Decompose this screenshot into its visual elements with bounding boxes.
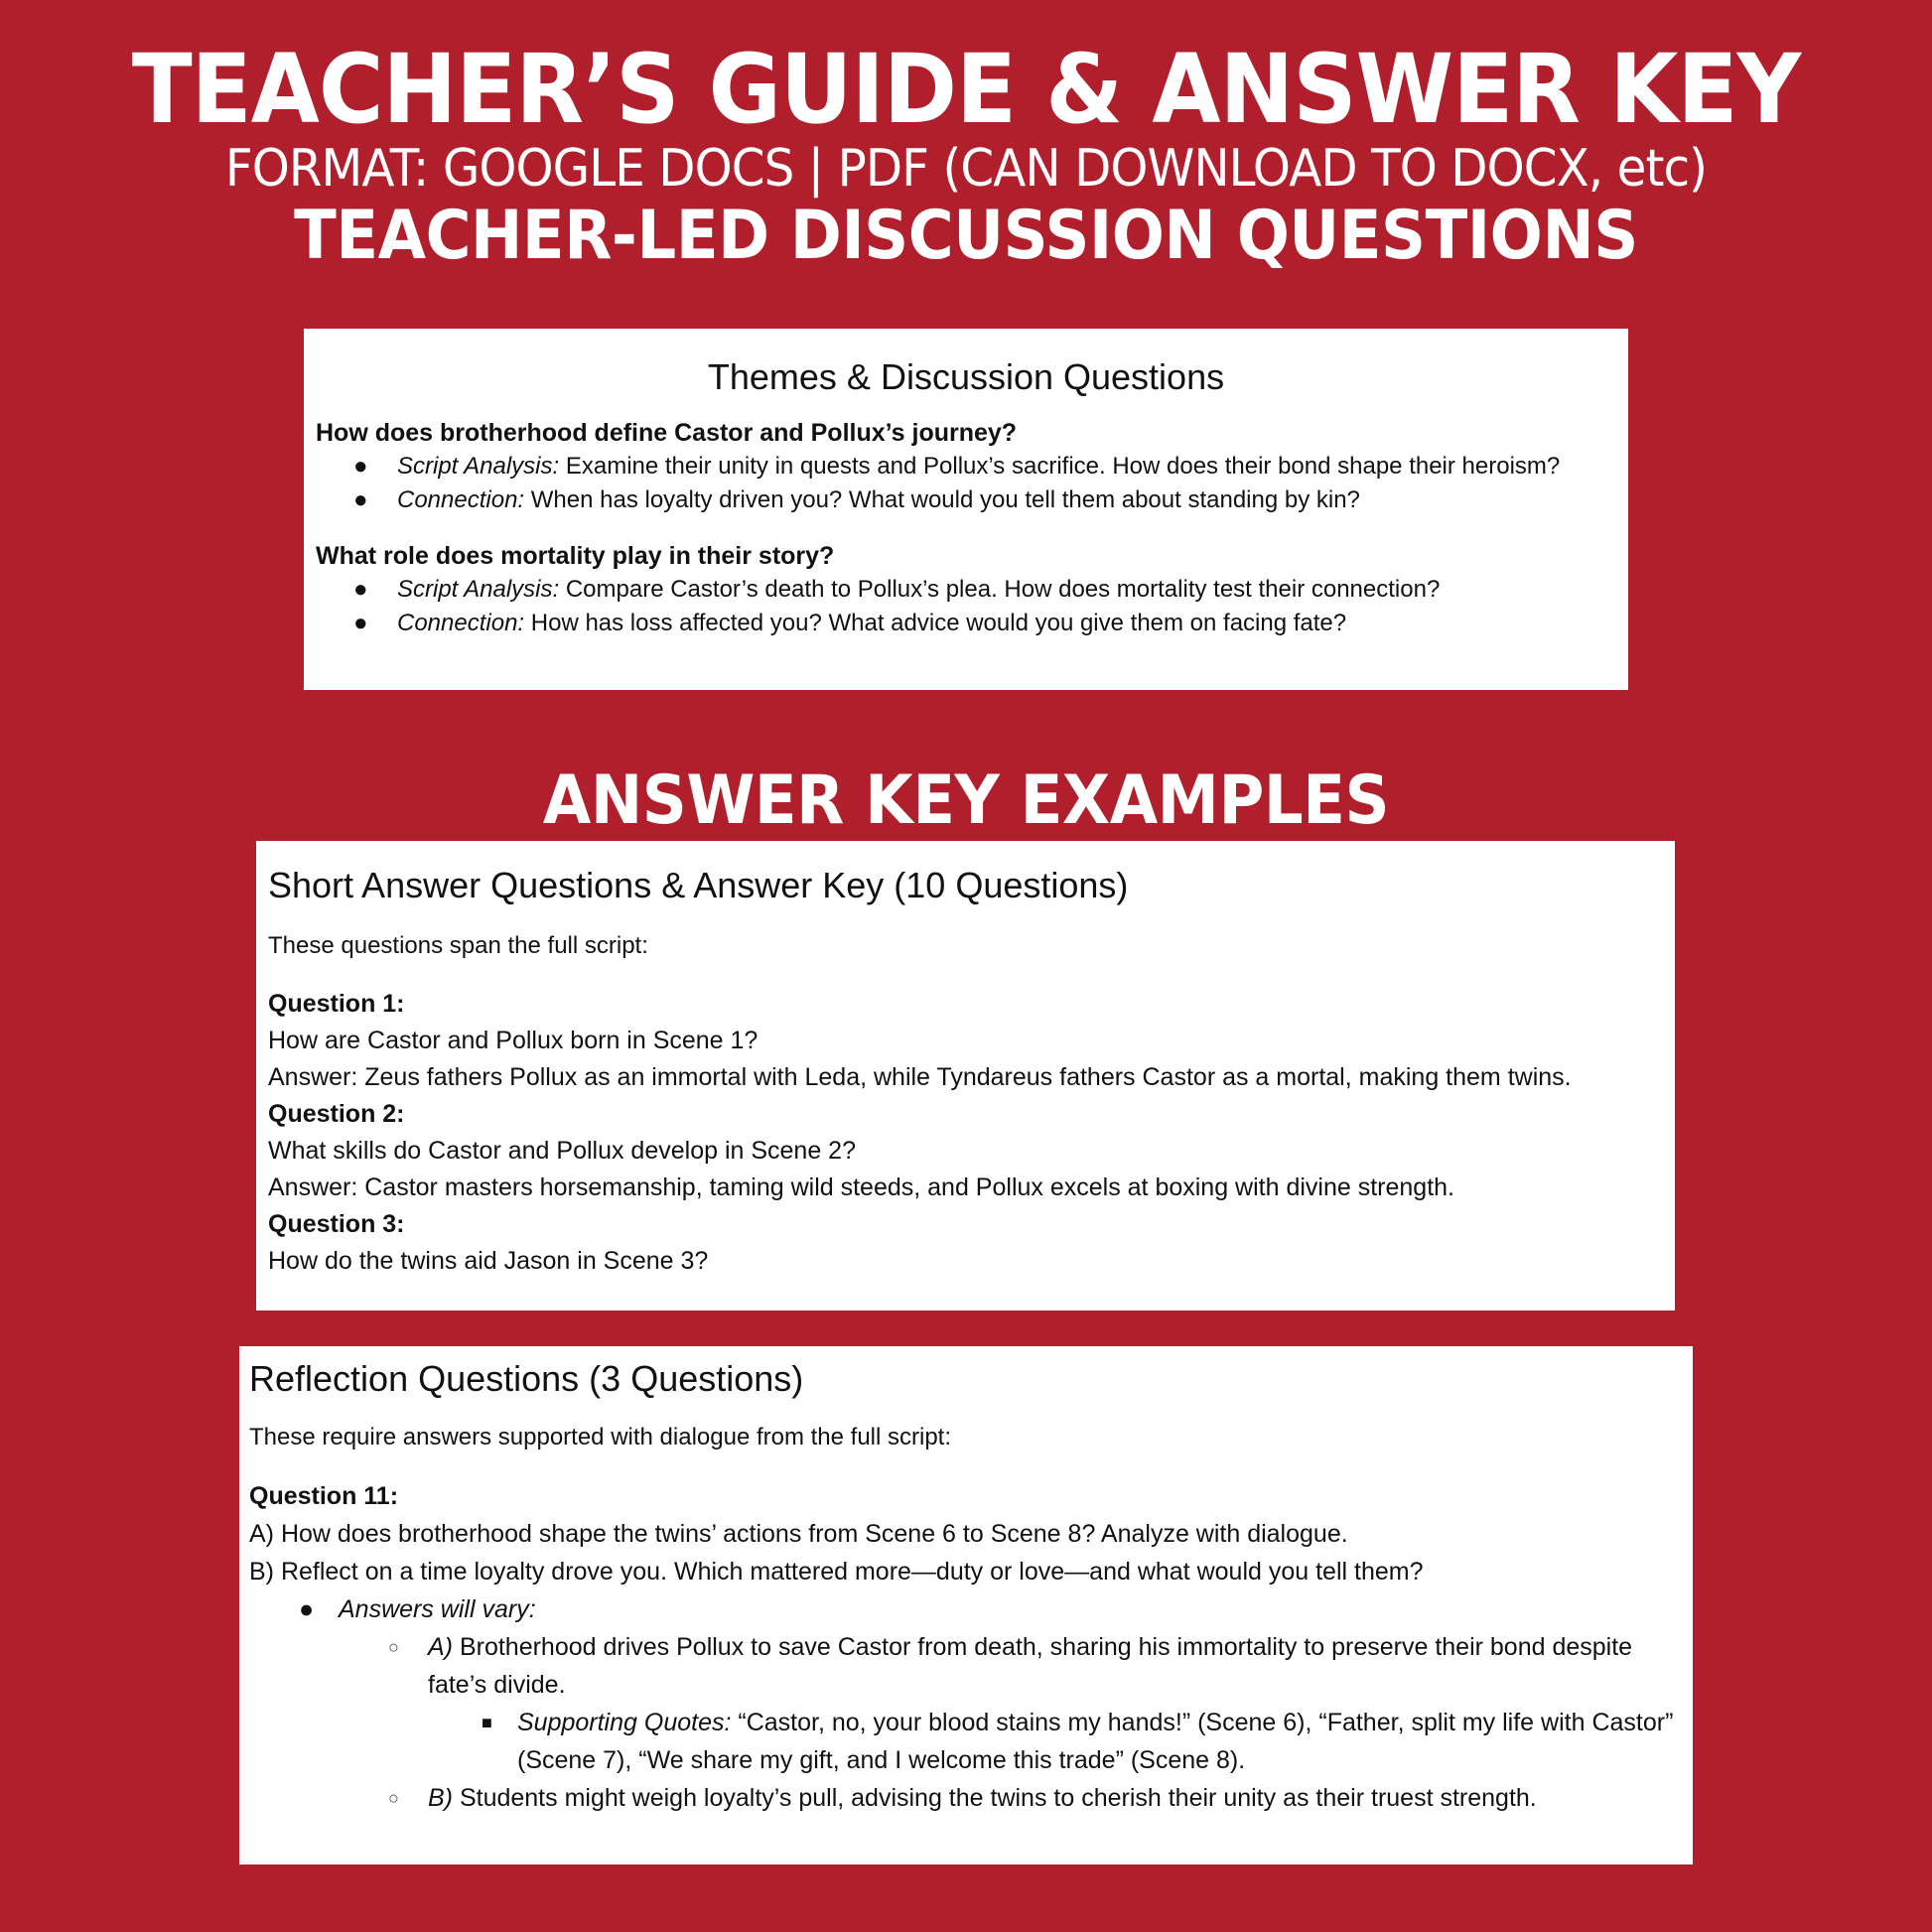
bullet-icon: ● [353,486,368,513]
question-part-a: A) How does brotherhood shape the twins’ actions from Scene 6 to Scene 8? Analyze with dialogue. [249,1520,1348,1548]
answer-text: Answer: Castor masters horsemanship, taming wild steeds, and Pollux excels at boxing with divine strength. [268,1173,1455,1201]
themes-panel [304,329,1628,690]
bullet-label: Script Analysis: [397,453,560,480]
square-bullet-icon: ■ [482,1713,492,1732]
question-text: What skills do Castor and Pollux develop in Scene 2? [268,1137,856,1165]
page-title: TEACHER’S GUIDE & ANSWER KEY [131,34,1801,145]
bullet-text: Compare Castor’s death to Pollux’s plea. How does mortality test their connection? [559,576,1441,603]
bullet-icon: ● [353,576,368,603]
short-answer-title: Short Answer Questions & Answer Key (10 Questions) [268,865,1129,905]
bullet-icon: ● [299,1595,315,1623]
question-label: Question 2: [268,1100,405,1128]
short-answer-panel [256,841,1675,1311]
bullet-label: Connection: [397,610,525,636]
theme-bullet [316,483,1616,517]
bullet-text: Examine their unity in quests and Pollux’s sacrifice. How does their bond shape their heroism? [559,453,1561,480]
question-label: Question 11: [249,1482,399,1510]
reflection-title: Reflection Questions (3 Questions) [249,1358,804,1399]
answer-a-label: A) [428,1633,453,1661]
bullet-icon: ● [353,610,368,636]
discussion-heading: TEACHER-LED DISCUSSION QUESTIONS [294,197,1638,275]
answer-text: Answer: Zeus fathers Pollux as an immortal with Leda, while Tyndareus fathers Castor as a mortal, making them twins. [268,1063,1572,1091]
answer-a-item [249,1628,1683,1704]
reflection-intro: These require answers supported with dialogue from the full script: [249,1424,952,1450]
theme-bullet [316,573,1616,607]
bullet-label: Connection: [397,486,525,513]
reflection-panel [239,1346,1693,1864]
theme-bullet-list [316,450,1616,517]
answer-a-text: Brotherhood drives Pollux to save Castor from death, sharing his immortality to preserve their bond despite fate’s divide. [428,1633,1633,1699]
format-line: FORMAT: GOOGLE DOCS | PDF (CAN DOWNLOAD TO DOCX, etc) [224,139,1708,199]
answer-key-heading: ANSWER KEY EXAMPLES [542,761,1390,840]
bullet-text: When has loyalty driven you? What would you tell them about standing by kin? [524,486,1360,513]
answer-b-item [249,1779,1683,1817]
bullet-icon: ● [353,453,368,480]
theme-bullet-list [316,573,1616,640]
supporting-quotes-text: “Castor, no, your blood stains my hands!” (Scene 6), “Father, split my life with Castor” (Scene 7), “We share my gift, and I welcome this trade” (Scene 8). [517,1709,1674,1774]
question-part-b: B) Reflect on a time loyalty drove you. Which mattered more—duty or love—and what would you tell them? [249,1558,1424,1586]
theme-bullet [316,607,1616,640]
question-text: How do the twins aid Jason in Scene 3? [268,1247,709,1275]
question-label: Question 3: [268,1210,405,1238]
theme-question: What role does mortality play in their story? [316,542,835,570]
bullet-label: Script Analysis: [397,576,560,603]
answer-b-label: B) [428,1784,453,1812]
bullet-text: How has loss affected you? What advice would you give them on facing fate? [524,610,1347,636]
question-label: Question 1: [268,990,405,1018]
answers-vary-label: Answers will vary: [339,1595,536,1623]
themes-title: Themes & Discussion Questions [707,356,1225,397]
circle-bullet-icon: ○ [388,1788,399,1808]
supporting-quotes-label: Supporting Quotes: [517,1709,732,1736]
circle-bullet-icon: ○ [388,1637,399,1657]
short-answer-intro: These questions span the full script: [268,932,648,959]
theme-question: How does brotherhood define Castor and Pollux’s journey? [316,419,1018,447]
answer-b-text: Students might weigh loyalty’s pull, advising the twins to cherish their unity as their truest strength. [453,1784,1537,1812]
question-text: How are Castor and Pollux born in Scene 1? [268,1027,759,1054]
answers-vary-item [249,1590,1683,1628]
theme-bullet [316,450,1616,483]
supporting-quotes-item [249,1704,1683,1779]
